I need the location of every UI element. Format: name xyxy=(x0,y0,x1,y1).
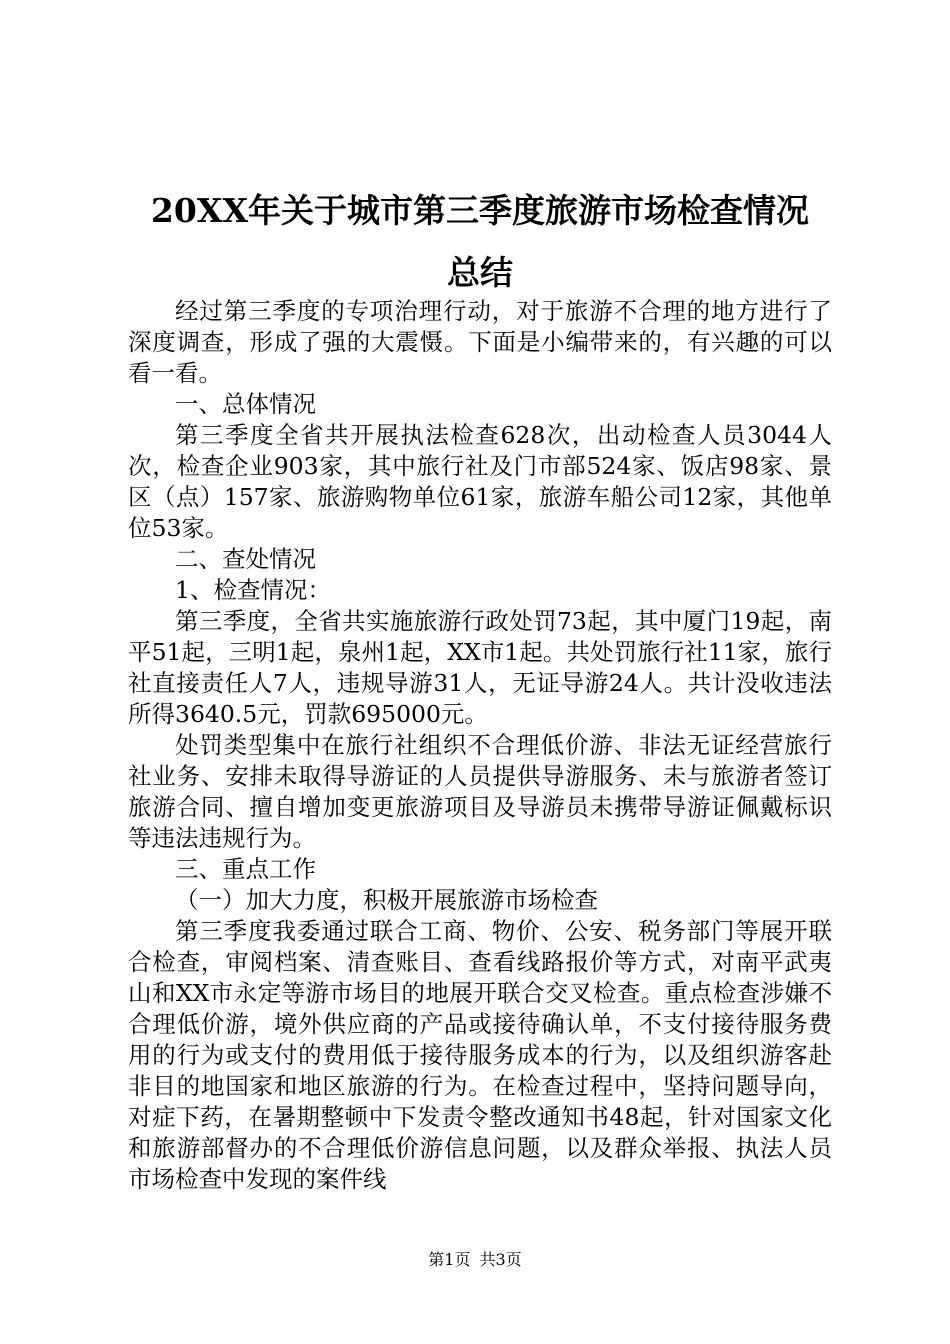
paragraph-intro: 经过第三季度的专项治理行动，对于旅游不合理的地方进行了深度调查，形成了强的大震慑。下面是小编带来的，有兴趣的可以看一看。 xyxy=(128,297,832,387)
section-heading-penalties: 二、查处情况 xyxy=(175,545,316,573)
page-total: 共3页 xyxy=(479,1250,522,1269)
title-line-2: 总结 xyxy=(447,253,513,292)
page-footer xyxy=(0,1247,950,1270)
subheading-inspection: 1、检查情况： xyxy=(175,576,331,604)
section-heading-key-work: 三、重点工作 xyxy=(175,855,316,883)
document-body xyxy=(128,296,832,1195)
title-line-1: 20XX年关于城市第三季度旅游市场检查情况 xyxy=(150,191,810,230)
paragraph-key-work: 第三季度我委通过联合工商、物价、公安、税务部门等展开联合检查，审阅档案、清查账目、查看线路报价等方式，对南平武夷山和XX市永定等游市场目的地展开联合交叉检查。重点检查涉嫌不合理低价游，境外供应商的产品或接待确认单，不支付接待服务费用的行为或支付的费用低于接待服务成本的行为，以及组织游客赴非目的地国家和地区旅游的行为。在检查过程中，坚持问题导向，对症下药，在暑期整顿中下发责令整改通知书48起，针对国家文化和旅游部督办的不合理低价游信息问题，以及群众举报、执法人员市场检查中发现的案件线 xyxy=(128,917,832,1193)
section-heading-overview: 一、总体情况 xyxy=(175,390,316,418)
paragraph-penalties: 第三季度，全省共实施旅游行政处罚73起，其中厦门19起，南平51起，三明1起，泉州1起，XX市1起。共处罚旅行社11家，旅行社直接责任人7人，违规导游31人，无证导游24人。共计没收违法所得3640.5元，罚款695000元。 xyxy=(128,607,832,728)
page-number: 第1页 xyxy=(428,1250,471,1269)
paragraph-overview: 第三季度全省共开展执法检查628次，出动检查人员3044人次，检查企业903家，其中旅行社及门市部524家、饭店98家、景区（点）157家、旅游购物单位61家，旅游车船公司12家，其他单位53家。 xyxy=(128,421,832,542)
subheading-key-work-1: （一）加大力度，积极开展旅游市场检查 xyxy=(175,886,598,914)
document-title xyxy=(128,180,832,304)
paragraph-penalty-types: 处罚类型集中在旅行社组织不合理低价游、非法无证经营旅行社业务、安排未取得导游证的人员提供导游服务、未与旅游者签订旅游合同、擅自增加变更旅游项目及导游员未携带导游证佩戴标识等违法违规行为。 xyxy=(128,731,832,852)
